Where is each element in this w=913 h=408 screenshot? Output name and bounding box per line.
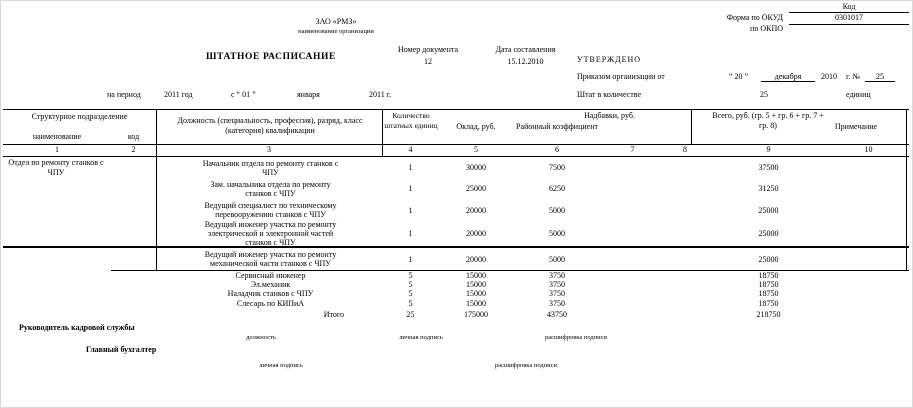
totals-row bbox=[1, 308, 909, 321]
table-row bbox=[1, 280, 909, 289]
col-num-1: 1 bbox=[55, 145, 59, 154]
salary-cell: 20000 bbox=[466, 254, 486, 264]
position-cell: Слесарь по КИПиА bbox=[236, 298, 305, 308]
staff-count-units: единиц bbox=[846, 90, 871, 99]
position-cell: Ведущий инженер участка по ремонту электрической и электронной частей станков с ЧПУ bbox=[204, 220, 337, 247]
coeff-cell: 6250 bbox=[549, 184, 565, 193]
okpo-label: по ОКПО bbox=[750, 24, 783, 33]
total-cell: 25000 bbox=[758, 229, 779, 238]
doc-date-label: Дата составления bbox=[495, 45, 556, 54]
total-cell: 25000 bbox=[758, 205, 779, 215]
signature-caption-2: личная подпись bbox=[259, 362, 303, 369]
table-section-divider bbox=[3, 246, 909, 248]
count-cell: 5 bbox=[408, 280, 413, 289]
table-row bbox=[1, 199, 909, 221]
col-num-7: 7 bbox=[630, 145, 635, 154]
code-label: Код bbox=[842, 2, 856, 11]
col-num-2: 2 bbox=[131, 145, 136, 154]
col-num-3: 3 bbox=[267, 145, 271, 154]
coeff-cell: 5000 bbox=[549, 205, 565, 215]
col-num-10: 10 bbox=[864, 145, 873, 154]
order-year: 2010 bbox=[821, 72, 837, 81]
count-cell: 1 bbox=[408, 184, 413, 193]
position-caption: должность bbox=[246, 334, 276, 341]
salary-cell: 20000 bbox=[466, 229, 486, 238]
header-structural-unit: Структурное подразделение bbox=[31, 112, 128, 121]
staff-count-label: Штат в количестве bbox=[577, 90, 642, 99]
doc-number-label: Номер документа bbox=[397, 45, 458, 54]
header-staff-units: Количество штатных единиц bbox=[384, 111, 438, 130]
totals-label: Итого bbox=[323, 310, 344, 319]
doc-date-value: 15.12.2010 bbox=[507, 57, 544, 66]
table-row bbox=[1, 270, 909, 280]
salary-cell: 15000 bbox=[466, 280, 486, 289]
salary-cell: 15000 bbox=[466, 298, 486, 308]
position-cell: Ведущий инженер участка по ремонту механической части станков с ЧПУ bbox=[204, 250, 337, 268]
table-row bbox=[1, 157, 909, 178]
header-district-coeff: Районный коэффициент bbox=[516, 122, 598, 131]
total-cell: 31250 bbox=[758, 184, 779, 193]
coeff-cell: 3750 bbox=[549, 298, 565, 308]
order-no: 25 bbox=[865, 72, 895, 82]
header-note: Примечание bbox=[834, 122, 878, 131]
salary-cell: 15000 bbox=[466, 270, 486, 280]
hr-head-title: Руководитель кадровой службы bbox=[19, 323, 135, 332]
signature-decode-caption: расшифровка подписи bbox=[544, 334, 608, 341]
totals-count: 25 bbox=[406, 310, 415, 319]
col-num-8: 8 bbox=[683, 145, 687, 154]
period-from-day: с “ 01 ” bbox=[231, 90, 256, 99]
position-cell: Зам. начальника отдела по ремонту станков с ЧПУ bbox=[210, 179, 331, 198]
header-total: Всего, руб. (гр. 5 + гр. 6 + гр. 7 + гр. 8) bbox=[712, 111, 824, 130]
salary-cell: 20000 bbox=[466, 205, 486, 215]
period-label: на период bbox=[107, 90, 141, 99]
totals-salary: 175000 bbox=[464, 310, 488, 319]
count-cell: 1 bbox=[408, 205, 413, 215]
document-title: ШТАТНОЕ РАСПИСАНИЕ bbox=[206, 52, 336, 62]
signature-decode-caption-2: расшифровка подписи bbox=[494, 362, 558, 369]
header-unit-name: наименование bbox=[32, 132, 82, 141]
position-cell: Сервисный инженер bbox=[235, 270, 306, 280]
col-num-6: 6 bbox=[555, 145, 559, 154]
table-row bbox=[1, 298, 909, 308]
coeff-cell: 3750 bbox=[549, 280, 565, 289]
header-position: Должность (специальность, профессия), разряд, класс (категория) квалификации bbox=[177, 116, 363, 135]
period-month: января bbox=[297, 90, 320, 99]
okud-value: 0301017 bbox=[835, 13, 863, 22]
header-unit-code: код bbox=[127, 132, 140, 141]
count-cell: 5 bbox=[408, 270, 413, 280]
coeff-cell: 3750 bbox=[549, 270, 565, 280]
department-name: Отдел по ремонту станков с ЧПУ bbox=[8, 158, 104, 177]
approved-stamp: УТВЕРЖДЕНО bbox=[577, 55, 642, 64]
table-row bbox=[1, 249, 909, 269]
org-name-caption: наименование организации bbox=[298, 28, 374, 35]
okud-value-cell bbox=[789, 12, 909, 25]
table-top-border bbox=[3, 109, 909, 110]
col-num-9: 9 bbox=[766, 145, 771, 154]
salary-cell: 15000 bbox=[466, 289, 486, 298]
total-cell: 18750 bbox=[758, 289, 779, 298]
count-cell: 1 bbox=[408, 254, 413, 264]
period-to-year: 2011 г. bbox=[369, 90, 392, 99]
col-num-4: 4 bbox=[408, 145, 413, 154]
table-row bbox=[1, 221, 909, 246]
total-cell: 18750 bbox=[758, 298, 779, 308]
position-cell: Ведущий специалист по техническому перевооружению станков с ЧПУ bbox=[204, 201, 337, 219]
total-cell: 18750 bbox=[758, 270, 779, 280]
table-row bbox=[1, 178, 909, 199]
count-cell: 5 bbox=[408, 298, 413, 308]
coeff-cell: 5000 bbox=[549, 254, 565, 264]
header-allowances: Надбавки, руб. bbox=[584, 111, 635, 120]
table-row bbox=[1, 289, 909, 298]
signature-caption: личная подпись bbox=[399, 334, 443, 341]
total-cell: 18750 bbox=[758, 280, 779, 289]
totals-coeff: 43750 bbox=[547, 310, 567, 319]
position-cell: Эл.механик bbox=[250, 280, 291, 289]
okud-label: Форма по ОКУД bbox=[726, 13, 783, 22]
doc-number-value: 12 bbox=[424, 57, 432, 66]
position-cell: Начальник отдела по ремонту станков с ЧПУ bbox=[202, 158, 339, 177]
org-name: ЗАО «РМЗ» bbox=[315, 17, 357, 26]
chief-accountant-title: Главный бухгалтер bbox=[86, 345, 157, 354]
totals-total: 218750 bbox=[756, 310, 781, 319]
order-day: “ 20 ” bbox=[729, 72, 749, 81]
count-cell: 1 bbox=[408, 229, 413, 238]
salary-cell: 30000 bbox=[466, 163, 486, 172]
coeff-cell: 5000 bbox=[549, 229, 565, 238]
total-cell: 37500 bbox=[758, 163, 779, 172]
period-year: 2011 год bbox=[164, 90, 193, 99]
order-month: декабря bbox=[761, 72, 815, 82]
col-num-5: 5 bbox=[474, 145, 478, 154]
column-numbers-row bbox=[3, 145, 909, 154]
coeff-cell: 7500 bbox=[549, 163, 565, 172]
position-cell: Наладчик станков с ЧПУ bbox=[227, 289, 314, 298]
order-no-label: г. № bbox=[846, 72, 861, 81]
salary-cell: 25000 bbox=[466, 184, 486, 193]
coeff-cell: 3750 bbox=[549, 289, 565, 298]
count-cell: 1 bbox=[408, 163, 413, 172]
header-salary: Оклад, руб. bbox=[456, 122, 496, 131]
count-cell: 5 bbox=[408, 289, 413, 298]
total-cell: 25000 bbox=[758, 254, 779, 264]
order-label: Приказом организации от bbox=[577, 72, 665, 81]
staff-count-value: 25 bbox=[760, 90, 768, 99]
